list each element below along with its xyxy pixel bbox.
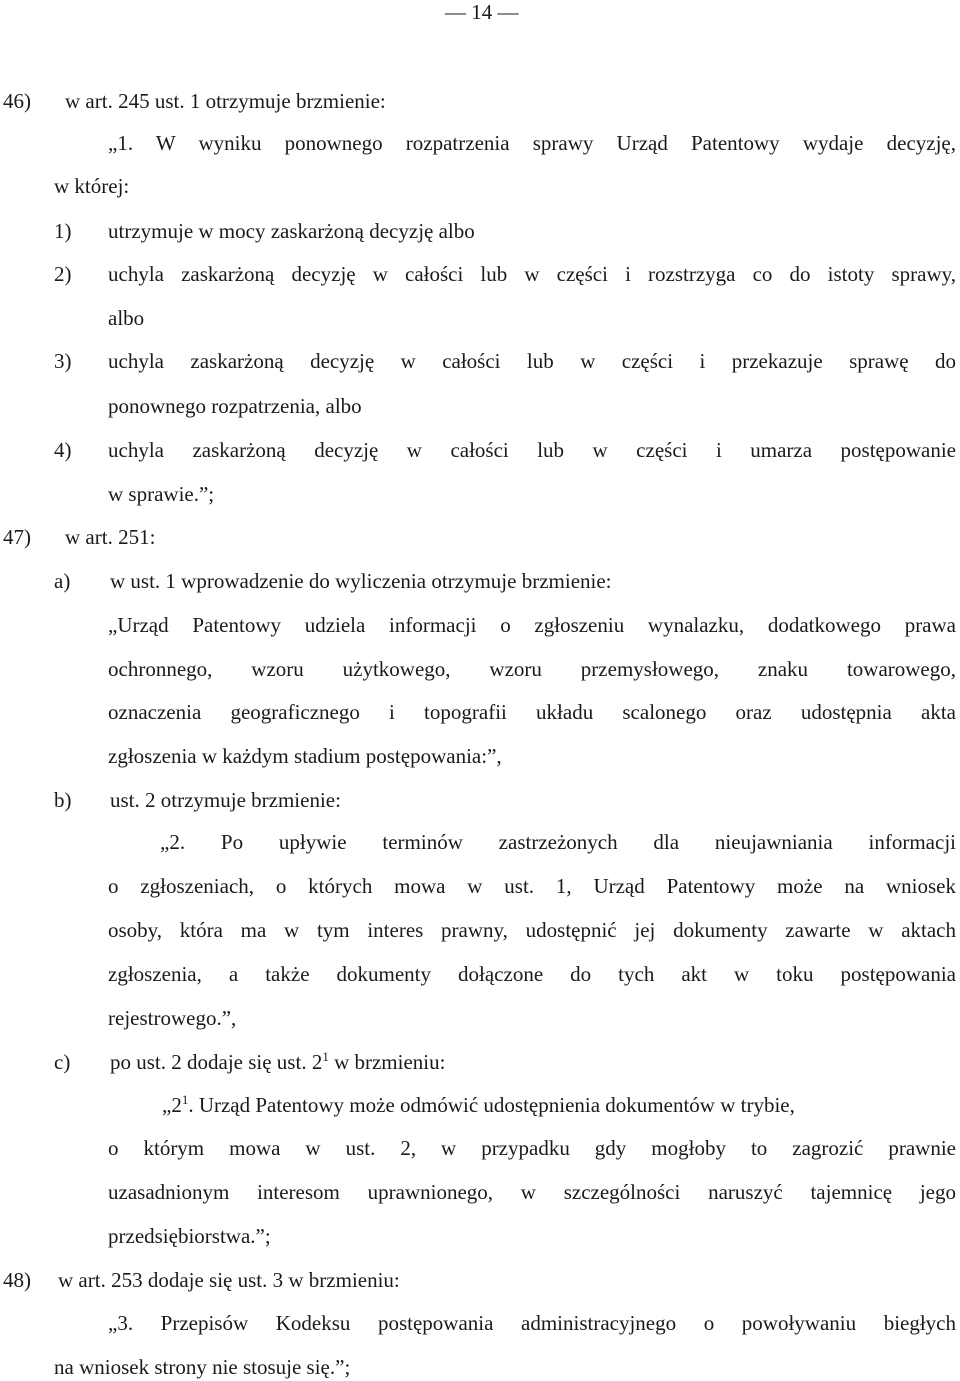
point-number: 47): [3, 525, 31, 549]
quoted-text-line: przedsiębiorstwa.”;: [108, 1224, 271, 1248]
item-text: w sprawie.”;: [108, 482, 215, 506]
letter-label: a): [54, 569, 71, 593]
letter-intro: [110, 1049, 446, 1074]
letter-label: b): [54, 788, 72, 812]
item-number: 4): [54, 438, 72, 462]
point-intro: w art. 251:: [65, 525, 156, 549]
letter-intro: w ust. 1 wprowadzenie do wyliczenia otrzymuje brzmienie:: [110, 569, 612, 593]
quoted-text-line: uzasadnionym interesom uprawnionego, w szczególności naruszyć tajemnicę jego: [108, 1180, 956, 1204]
superscript: 1: [181, 1092, 189, 1107]
quoted-text-line: osoby, która ma w tym interes prawny, udostępnić jej dokumenty zawarte w aktach: [108, 918, 956, 942]
letter-label: c): [54, 1050, 71, 1074]
quoted-text-fragment: „2: [162, 1093, 182, 1117]
quoted-text-line: zgłoszenia w każdym stadium postępowania:”,: [108, 744, 502, 768]
quoted-text-line: „2. Po upływie terminów zastrzeżonych dla nieujawniania informacji: [160, 830, 956, 854]
quoted-text-line: [162, 1092, 795, 1117]
item-number: 1): [54, 219, 72, 243]
item-number: 2): [54, 262, 72, 286]
item-text: uchyla zaskarżoną decyzję w całości lub w części i rozstrzyga co do istoty sprawy,: [108, 262, 956, 286]
item-text: uchyla zaskarżoną decyzję w całości lub w części i umarza postępowanie: [108, 438, 956, 462]
quoted-text-line: o którym mowa w ust. 2, w przypadku gdy mogłoby to zagrozić prawnie: [108, 1136, 956, 1160]
letter-intro: ust. 2 otrzymuje brzmienie:: [110, 788, 341, 812]
item-text: uchyla zaskarżoną decyzję w całości lub w części i przekazuje sprawę do: [108, 349, 956, 373]
quoted-text-line: oznaczenia geograficznego i topografii układu scalonego oraz udostępnia akta: [108, 700, 956, 724]
item-text: albo: [108, 306, 145, 330]
quoted-text-line: w której:: [54, 174, 130, 198]
superscript: 1: [322, 1049, 329, 1064]
quoted-text-line: „1. W wyniku ponownego rozpatrzenia sprawy Urząd Patentowy wydaje decyzję,: [108, 131, 956, 155]
quoted-text-line: rejestrowego.”,: [108, 1006, 237, 1030]
point-number: 46): [3, 89, 31, 113]
quoted-text-line: „Urząd Patentowy udziela informacji o zgłoszeniu wynalazku, dodatkowego prawa: [108, 613, 956, 637]
item-number: 3): [54, 349, 72, 373]
quoted-text-line: na wniosek strony nie stosuje się.”;: [54, 1355, 351, 1379]
point-intro: w art. 245 ust. 1 otrzymuje brzmienie:: [65, 89, 386, 113]
quoted-text-line: ochronnego, wzoru użytkowego, wzoru przemysłowego, znaku towarowego,: [108, 657, 956, 681]
point-intro: w art. 253 dodaje się ust. 3 w brzmieniu:: [58, 1268, 400, 1292]
letter-intro-text: w brzmieniu:: [328, 1050, 446, 1074]
quoted-text-fragment: . Urząd Patentowy może odmówić udostępnienia dokumentów w trybie,: [188, 1093, 795, 1117]
page-number: — 14 —: [445, 0, 519, 24]
quoted-text-line: zgłoszenia, a także dokumenty dołączone do tych akt w toku postępowania: [108, 962, 956, 986]
letter-intro-text: po ust. 2 dodaje się ust. 2: [110, 1050, 323, 1074]
item-text: ponownego rozpatrzenia, albo: [108, 394, 362, 418]
quoted-text-line: „3. Przepisów Kodeksu postępowania administracyjnego o powoływaniu biegłych: [108, 1311, 956, 1335]
quoted-text-line: o zgłoszeniach, o których mowa w ust. 1, Urząd Patentowy może na wniosek: [108, 874, 956, 898]
item-text: utrzymuje w mocy zaskarżoną decyzję albo: [108, 219, 475, 243]
point-number: 48): [3, 1268, 31, 1292]
